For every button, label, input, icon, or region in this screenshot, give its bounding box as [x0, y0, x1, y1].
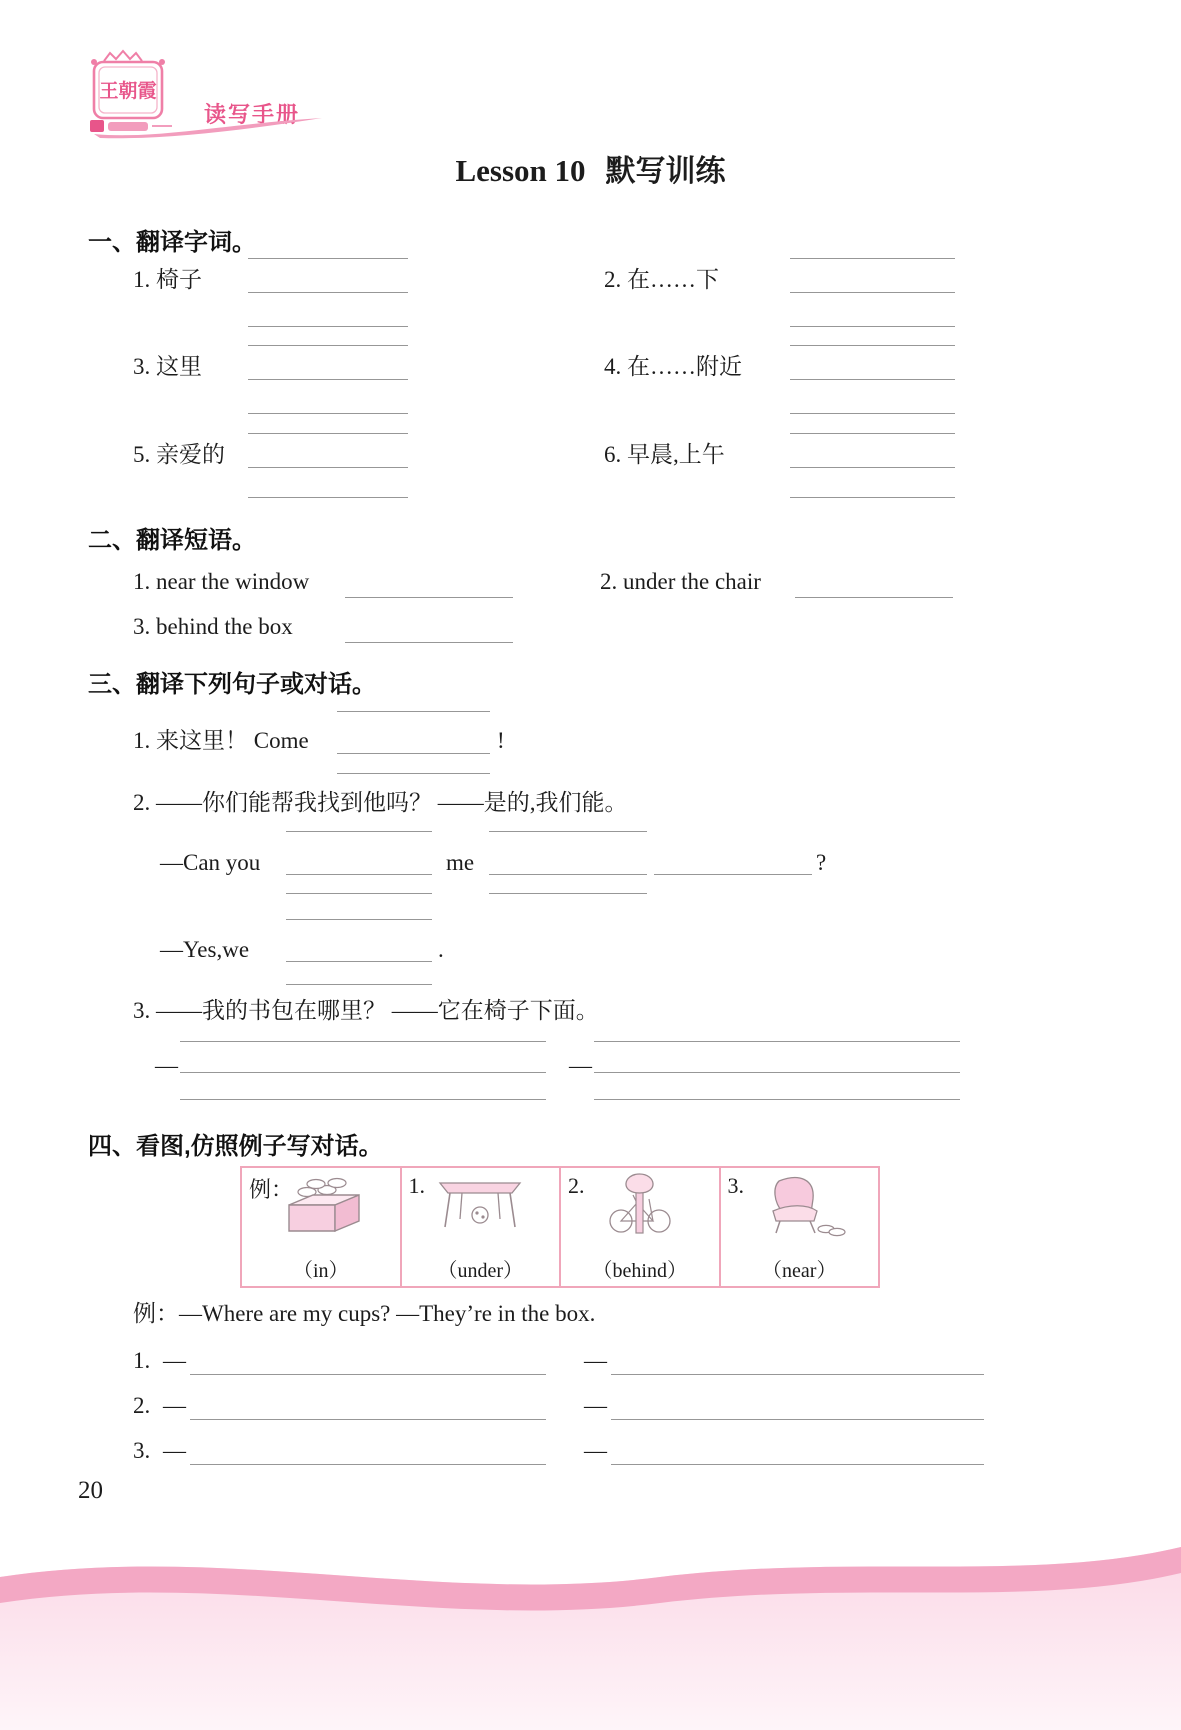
answer-blank	[790, 258, 955, 259]
answer-blank	[594, 1041, 960, 1042]
answer-blank	[790, 413, 955, 414]
word-item-3: 3. 这里	[133, 354, 202, 379]
picture-cell-1	[400, 1168, 560, 1286]
answer-blank	[286, 831, 432, 832]
answer-blank	[286, 984, 432, 985]
answer-blank	[286, 961, 432, 962]
brand-swoosh-icon	[94, 116, 324, 140]
answer-blank	[611, 1374, 984, 1375]
dialogue-row-dash: —	[163, 1348, 186, 1373]
footer-wave-decoration	[0, 1505, 1181, 1730]
dialogue-row-num: 1.	[133, 1348, 151, 1373]
picture-cell-caption: （in）	[292, 1260, 349, 1282]
answer-blank	[248, 413, 408, 414]
sentence-q1: 1. 来这里！ Come	[133, 728, 309, 753]
sentence-q2-a1-end: ?	[816, 850, 827, 875]
phrase-item-3: 3. behind the box	[133, 614, 293, 639]
answer-blank	[345, 642, 513, 643]
picture-cell-label: 2.	[568, 1173, 585, 1198]
sentence-q3-dash-right: —	[569, 1053, 592, 1078]
answer-blank	[248, 258, 408, 259]
answer-blank	[790, 326, 955, 327]
answer-blank	[790, 379, 955, 380]
answer-blank	[337, 773, 490, 774]
answer-blank	[190, 1419, 546, 1420]
sentence-q2-a2-end: .	[438, 937, 444, 962]
answer-blank	[248, 467, 408, 468]
svg-text:王朝霞: 王朝霞	[99, 81, 157, 102]
dialogue-row-dash: —	[584, 1348, 607, 1373]
section4-heading: 四、看图,仿照例子写对话。	[88, 1133, 383, 1160]
answer-blank	[286, 874, 432, 875]
word-item-1: 1. 椅子	[133, 267, 202, 292]
sentence-q3-prompt: 3. ——我的书包在哪里？ ——它在椅子下面。	[133, 998, 599, 1023]
word-item-5: 5. 亲爱的	[133, 442, 225, 467]
answer-blank	[180, 1099, 546, 1100]
section3-heading: 三、翻译下列句子或对话。	[88, 671, 376, 698]
dialogue-row-num: 3.	[133, 1438, 151, 1463]
phrase-item-2: 2. under the chair	[600, 569, 761, 594]
answer-blank	[337, 711, 490, 712]
answer-blank	[248, 433, 408, 434]
page-title-cn: 默写训练	[605, 155, 726, 188]
picture-cell-label: 1.	[408, 1173, 425, 1198]
example-sentence: 例：—Where are my cups? —They’re in the box.	[133, 1301, 596, 1326]
answer-blank	[248, 497, 408, 498]
word-item-4: 4. 在……附近	[604, 354, 742, 379]
answer-blank	[790, 345, 955, 346]
answer-blank	[654, 874, 812, 875]
answer-blank	[790, 292, 955, 293]
picture-cell-3	[719, 1168, 879, 1286]
sentence-q2-a1-lead: —Can you	[160, 850, 261, 875]
answer-blank	[795, 597, 953, 598]
page-number: 20	[78, 1477, 103, 1504]
picture-cell-2	[559, 1168, 719, 1286]
bike-behind-tree-illustration	[561, 1171, 719, 1242]
dialogue-row-num: 2.	[133, 1393, 151, 1418]
answer-blank	[180, 1041, 546, 1042]
answer-blank	[248, 292, 408, 293]
answer-blank	[790, 497, 955, 498]
word-item-2: 2. 在……下	[604, 267, 719, 292]
sentence-q2-a2-lead: —Yes,we	[160, 937, 250, 962]
section1-heading: 一、翻译字词。	[88, 229, 256, 256]
page-title	[0, 146, 1181, 190]
page-title-en: Lesson 10	[455, 153, 586, 188]
answer-blank	[337, 753, 490, 754]
picture-cell-label: 3.	[727, 1173, 744, 1198]
dialogue-row-dash: —	[163, 1393, 186, 1418]
sentence-q2-prompt: 2. ——你们能帮我找到他吗？ ——是的,我们能。	[133, 790, 628, 815]
answer-blank	[594, 1099, 960, 1100]
answer-blank	[345, 597, 513, 598]
table-with-item-under-illustration	[402, 1171, 560, 1240]
sentence-q3-dash-left: —	[155, 1053, 178, 1078]
answer-blank	[611, 1464, 984, 1465]
picture-cell-caption: （behind）	[592, 1260, 687, 1282]
answer-blank	[248, 345, 408, 346]
sentence-q2-a1-mid: me	[446, 850, 475, 875]
answer-blank	[611, 1419, 984, 1420]
answer-blank	[489, 874, 647, 875]
dialogue-row-dash: —	[584, 1393, 607, 1418]
answer-blank	[594, 1072, 960, 1073]
answer-blank	[790, 467, 955, 468]
answer-blank	[489, 831, 647, 832]
picture-cell-label: 例：	[249, 1177, 294, 1202]
answer-blank	[489, 893, 647, 894]
dialogue-row-dash: —	[163, 1438, 186, 1463]
picture-table	[240, 1166, 880, 1288]
armchair-with-slippers-illustration	[721, 1171, 879, 1242]
answer-blank	[248, 379, 408, 380]
word-item-6: 6. 早晨,上午	[604, 442, 725, 467]
section2-heading: 二、翻译短语。	[88, 527, 256, 554]
answer-blank	[286, 893, 432, 894]
picture-cell-caption: （near）	[762, 1260, 837, 1282]
picture-cell-example	[242, 1168, 400, 1286]
picture-cell-caption: （under）	[437, 1260, 524, 1282]
manual-label: 读写手册	[204, 102, 301, 127]
answer-blank	[790, 433, 955, 434]
dialogue-row-dash: —	[584, 1438, 607, 1463]
answer-blank	[248, 326, 408, 327]
answer-blank	[190, 1374, 546, 1375]
answer-blank	[190, 1464, 546, 1465]
sentence-q1-suffix: !	[497, 728, 505, 753]
answer-blank	[286, 919, 432, 920]
answer-blank	[180, 1072, 546, 1073]
phrase-item-1: 1. near the window	[133, 569, 310, 594]
cups-in-box-illustration	[242, 1171, 400, 1244]
